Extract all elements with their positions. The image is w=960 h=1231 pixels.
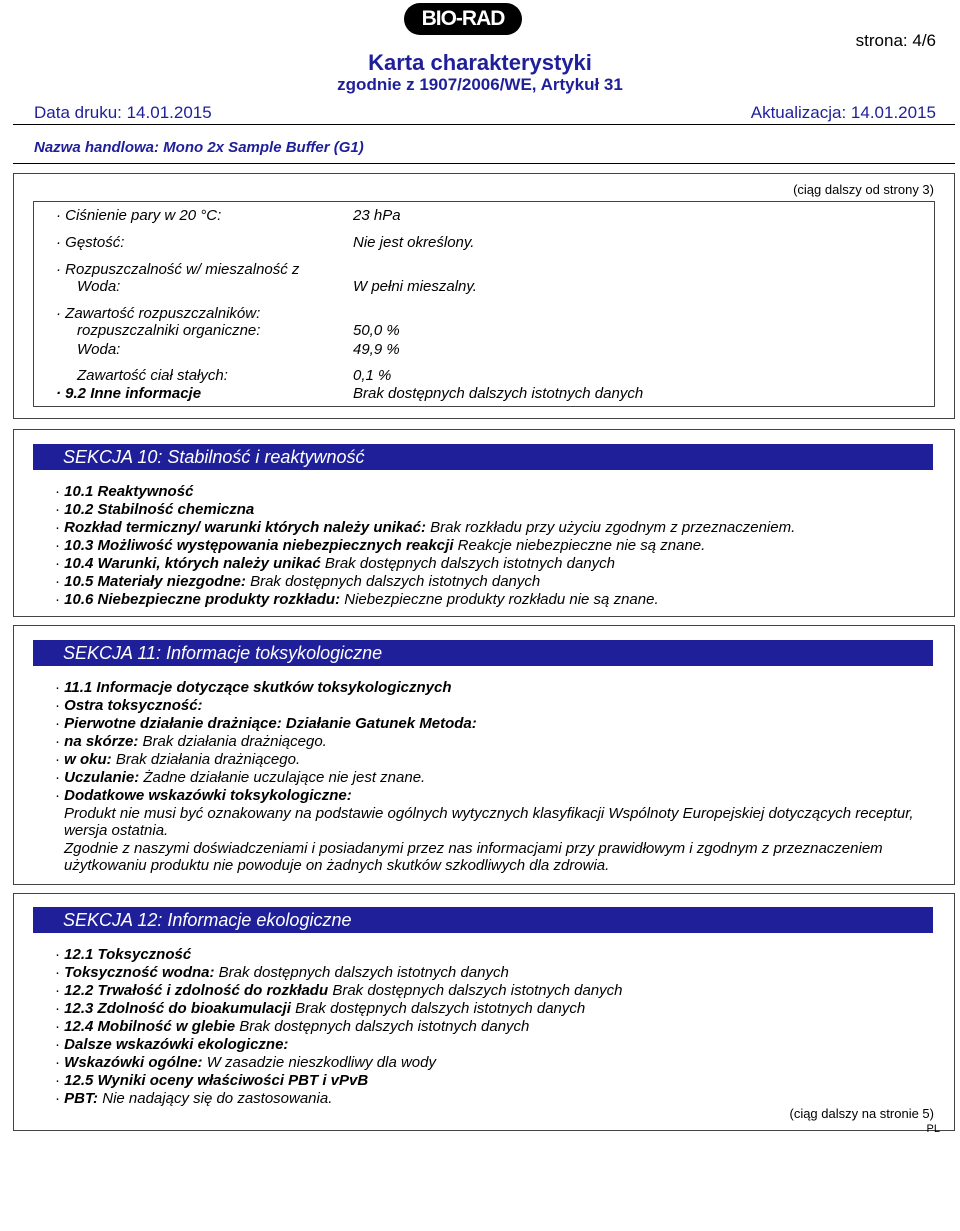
s11-row-1 — [55, 679, 452, 696]
s10-row-1 — [55, 483, 193, 500]
s10-row-3 — [55, 519, 795, 536]
s12-row-6 — [55, 1036, 288, 1053]
s11-row-6 — [55, 769, 425, 786]
solubility-label: · Rozpuszczalność w/ mieszalność z — [56, 261, 299, 278]
section11-heading — [33, 640, 933, 666]
s12-row-3 — [55, 982, 622, 999]
s11-row-5-value: Brak działania drażniącego. — [115, 751, 301, 768]
section12-heading-text: SEKCJA 12: Informacje ekologiczne — [63, 910, 352, 930]
document-title: Karta charakterystyki — [368, 50, 592, 75]
s10-row-3-label: Rozkład termiczny/ warunki których należy unikać: — [64, 519, 426, 536]
water-content-value: 49,9 % — [353, 341, 400, 358]
s10-row-7 — [55, 591, 659, 608]
header-divider — [13, 124, 955, 125]
s10-row-4-label: 10.3 Możliwość występowania niebezpiecznych reakcji — [64, 537, 454, 554]
s11-row-5 — [55, 751, 300, 768]
s11-row-4 — [55, 733, 327, 750]
print-date: Data druku: 14.01.2015 — [34, 103, 212, 122]
section10-heading-text: SEKCJA 10: Stabilność i reaktywność — [63, 447, 365, 467]
s10-row-5-label: 10.4 Warunki, których należy unikać — [64, 555, 321, 572]
s12-row-7 — [55, 1054, 436, 1071]
page-number: strona: 4/6 — [855, 31, 936, 50]
trade-name-divider — [13, 163, 955, 164]
s10-row-7-label: 10.6 Niebezpieczne produkty rozkładu: — [64, 591, 341, 608]
s11-row-2 — [55, 697, 203, 714]
density-label: · Gęstość: — [56, 234, 124, 251]
s11-row-4-label: na skórze: — [64, 733, 139, 750]
section11-heading-text: SEKCJA 11: Informacje toksykologiczne — [63, 643, 383, 663]
s11-row-7 — [55, 787, 352, 804]
s10-row-6-label: 10.5 Materiały niezgodne: — [64, 573, 246, 590]
update-date: Aktualizacja: 14.01.2015 — [750, 103, 936, 122]
s11-paragraph-2: Zgodnie z naszymi doświadczeniami i posiadanymi przez nas informacjami przy prawidłowym i zgodnym z przeznaczeniem użytkowaniu produktu nie powoduje on żadnych skutków szkodliwych dla zdrowia. — [64, 840, 883, 874]
s12-row-6-label: Dalsze wskazówki ekologiczne: — [64, 1036, 289, 1053]
s10-row-6 — [55, 573, 540, 590]
trade-name: Nazwa handlowa: Mono 2x Sample Buffer (G1) — [34, 139, 364, 156]
s11-row-1-label: 11.1 Informacje dotyczące skutków toksykologicznych — [64, 679, 452, 696]
s10-row-1-label: 10.1 Reaktywność — [64, 483, 194, 500]
s10-row-5 — [55, 555, 615, 572]
s12-row-2 — [55, 964, 509, 981]
organic-solvent-label: rozpuszczalniki organiczne: — [77, 322, 261, 339]
s10-row-2 — [55, 501, 254, 518]
solids-content-label: Zawartość ciał stałych: — [77, 367, 228, 384]
s10-row-5-value: Brak dostępnych dalszych istotnych danych — [324, 555, 615, 572]
solvent-content-label: · Zawartość rozpuszczalników: — [56, 305, 260, 322]
s10-row-4-value: Reakcje niebezpieczne nie są znane. — [457, 537, 706, 554]
s12-row-4-label: 12.3 Zdolność do bioakumulacji — [64, 1000, 291, 1017]
s11-row-6-value: Żadne działanie uczulające nie jest znane. — [143, 769, 426, 786]
s11-row-3 — [55, 715, 477, 732]
s12-row-9 — [55, 1090, 332, 1107]
continued-from: (ciąg dalszy od strony 3) — [793, 182, 934, 197]
s12-row-1 — [55, 946, 191, 963]
s10-row-6-value: Brak dostępnych dalszych istotnych danych — [250, 573, 541, 590]
s11-row-4-value: Brak działania drażniącego. — [142, 733, 327, 750]
other-info-value: Brak dostępnych dalszych istotnych danych — [353, 385, 644, 402]
section12-heading — [33, 907, 933, 933]
s12-row-4 — [55, 1000, 585, 1017]
s11-row-3-label: Pierwotne działanie drażniące: Działanie Gatunek Metoda: — [64, 715, 477, 732]
section10-heading — [33, 444, 933, 470]
s12-row-9-label: PBT: — [64, 1090, 99, 1107]
language-code: PL — [926, 1123, 940, 1135]
s12-row-1-label: 12.1 Toksyczność — [64, 946, 192, 963]
s12-row-7-label: Wskazówki ogólne: — [64, 1054, 203, 1071]
s11-row-7-label: Dodatkowe wskazówki toksykologiczne: — [64, 787, 352, 804]
bio-rad-logo: BIO-RAD — [404, 3, 522, 35]
water-value: W pełni mieszalny. — [353, 278, 477, 295]
s12-row-5-value: Brak dostępnych dalszych istotnych danych — [239, 1018, 530, 1035]
s10-row-2-label: 10.2 Stabilność chemiczna — [64, 501, 255, 518]
s12-row-2-value: Brak dostępnych dalszych istotnych danych — [218, 964, 509, 981]
s12-row-5-label: 12.4 Mobilność w glebie — [64, 1018, 236, 1035]
s10-row-7-value: Niebezpieczne produkty rozkładu nie są znane. — [344, 591, 659, 608]
s10-row-4 — [55, 537, 705, 554]
vapour-pressure-label: · Ciśnienie pary w 20 °C: — [56, 207, 221, 224]
s11-paragraph-1: Produkt nie musi być oznakowany na podstawie ogólnych wytycznych klasyfikacji Wspólnoty Europejskiej dotyczących receptur, wersja ostatnia. — [64, 805, 914, 839]
s12-row-8-label: 12.5 Wyniki oceny właściwości PBT i vPvB — [64, 1072, 369, 1089]
water-content-label: Woda: — [77, 341, 121, 358]
s12-row-4-value: Brak dostępnych dalszych istotnych danych — [295, 1000, 586, 1017]
s12-row-2-label: Toksyczność wodna: — [64, 964, 215, 981]
s12-row-3-label: 12.2 Trwałość i zdolność do rozkładu — [64, 982, 329, 999]
s12-row-5 — [55, 1018, 529, 1035]
s11-row-2-label: Ostra toksyczność: — [64, 697, 203, 714]
continued-to: (ciąg dalszy na stronie 5) — [789, 1106, 934, 1121]
solids-content-value: 0,1 % — [353, 367, 392, 384]
s12-row-8 — [55, 1072, 368, 1089]
document-subtitle: zgodnie z 1907/2006/WE, Artykuł 31 — [337, 75, 623, 94]
s10-row-3-value: Brak rozkładu przy użyciu zgodnym z przeznaczeniem. — [430, 519, 796, 536]
other-info-label: · 9.2 Inne informacje — [56, 385, 201, 402]
vapour-pressure-value: 23 hPa — [353, 207, 401, 224]
s12-row-3-value: Brak dostępnych dalszych istotnych danych — [332, 982, 623, 999]
density-value: Nie jest określony. — [353, 234, 475, 251]
s12-row-7-value: W zasadzie nieszkodliwy dla wody — [206, 1054, 436, 1071]
s11-row-6-label: Uczulanie: — [64, 769, 140, 786]
organic-solvent-value: 50,0 % — [353, 322, 400, 339]
s11-row-5-label: w oku: — [64, 751, 112, 768]
s12-row-9-value: Nie nadający się do zastosowania. — [102, 1090, 333, 1107]
water-label: Woda: — [77, 278, 121, 295]
